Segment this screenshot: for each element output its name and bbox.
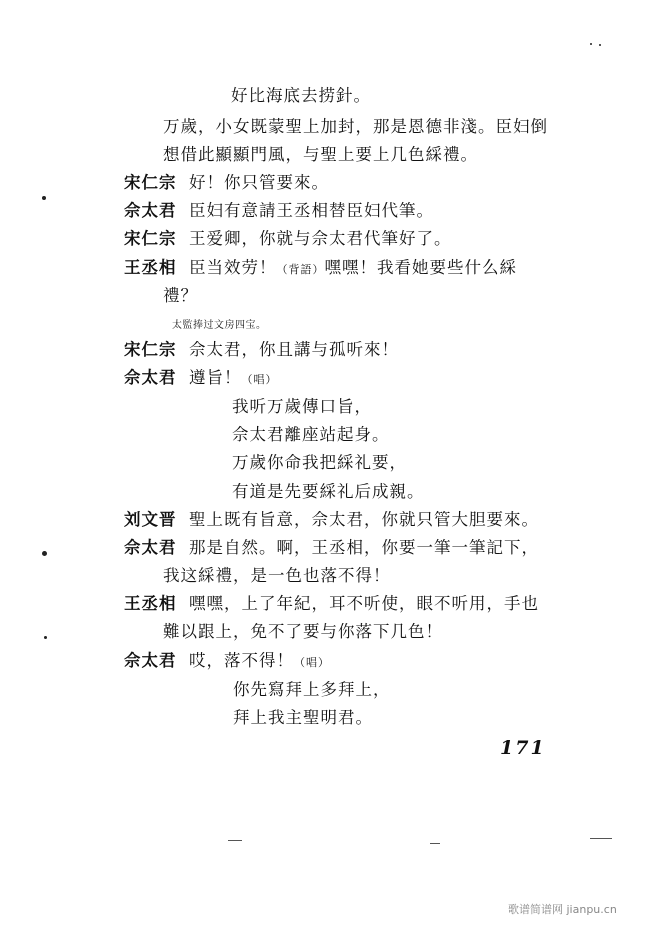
verse-line: 有道是先要綵礼后成親。 [232, 482, 425, 501]
dialogue-line: 佘太君 遵旨！（唱） [124, 368, 278, 387]
speaker-name: 佘太君 [124, 651, 177, 670]
speaker-name: 佘太君 [124, 538, 177, 557]
stage-direction: 太監捧过文房四宝。 [172, 320, 267, 331]
dialogue-line: 王丞相 嘿嘿，上了年紀，耳不听使，眼不听用，手也 [124, 594, 539, 613]
dialogue-line: 禮？ [163, 286, 198, 305]
speaker-name: 刘文晋 [124, 510, 177, 529]
verse-line: 万歲你命我把綵礼要， [232, 453, 407, 472]
speaker-name: 佘太君 [124, 368, 177, 387]
verse-line: 我听万歲傳口旨， [232, 397, 372, 416]
scan-speck [42, 551, 47, 556]
stage-note: （唱） [294, 656, 330, 669]
dialogue-line: 万歲，小女既蒙聖上加封，那是恩德非淺。臣妇倒 [163, 117, 548, 136]
scan-mark [228, 840, 242, 841]
dialogue-line: 我这綵禮，是一色也落不得！ [163, 566, 391, 585]
verse-line: 佘太君離座站起身。 [232, 425, 390, 444]
scan-mark [430, 843, 440, 844]
dialogue-line: 佘太君 臣妇有意請王丞相替臣妇代筆。 [124, 201, 434, 220]
scan-speck [599, 44, 601, 46]
dialogue-line: 難以跟上，免不了要与你落下几色！ [163, 622, 443, 641]
verse-line: 好比海底去捞針。 [231, 86, 371, 105]
page-number: 171 [500, 737, 546, 759]
speaker-name: 王丞相 [124, 594, 177, 613]
scan-speck [42, 196, 46, 200]
scan-speck [590, 43, 592, 45]
scan-mark [590, 838, 612, 839]
dialogue-line: 想借此顯顯門風，与聖上要上几色綵禮。 [163, 145, 478, 164]
dialogue-line: 佘太君 哎，落不得！（唱） [124, 651, 330, 670]
speaker-name: 王丞相 [124, 258, 177, 277]
scan-speck [44, 636, 47, 639]
stage-note: （背語） [276, 263, 325, 276]
watermark: 歌谱简谱网 jianpu.cn [508, 903, 617, 916]
stage-note: （唱） [241, 373, 278, 386]
dialogue-line: 刘文晋 聖上既有旨意，佘太君，你就只管大胆要來。 [124, 510, 539, 529]
dialogue-line: 佘太君 那是自然。啊，王丞相，你要一筆一筆記下， [124, 538, 539, 557]
dialogue-line: 宋仁宗 好！你只管要來。 [124, 173, 329, 192]
verse-line: 拜上我主聖明君。 [233, 708, 373, 727]
dialogue-line: 宋仁宗 王爱卿，你就与佘太君代筆好了。 [124, 229, 452, 248]
speaker-name: 佘太君 [124, 201, 177, 220]
dialogue-line: 宋仁宗 佘太君，你且講与孤听來！ [124, 340, 399, 359]
verse-line: 你先寫拜上多拜上， [233, 680, 391, 699]
speaker-name: 宋仁宗 [124, 229, 177, 248]
speaker-name: 宋仁宗 [124, 340, 177, 359]
speaker-name: 宋仁宗 [124, 173, 177, 192]
dialogue-line: 王丞相 臣当效劳！（背語）嘿嘿！我看她要些什么綵 [124, 258, 517, 277]
